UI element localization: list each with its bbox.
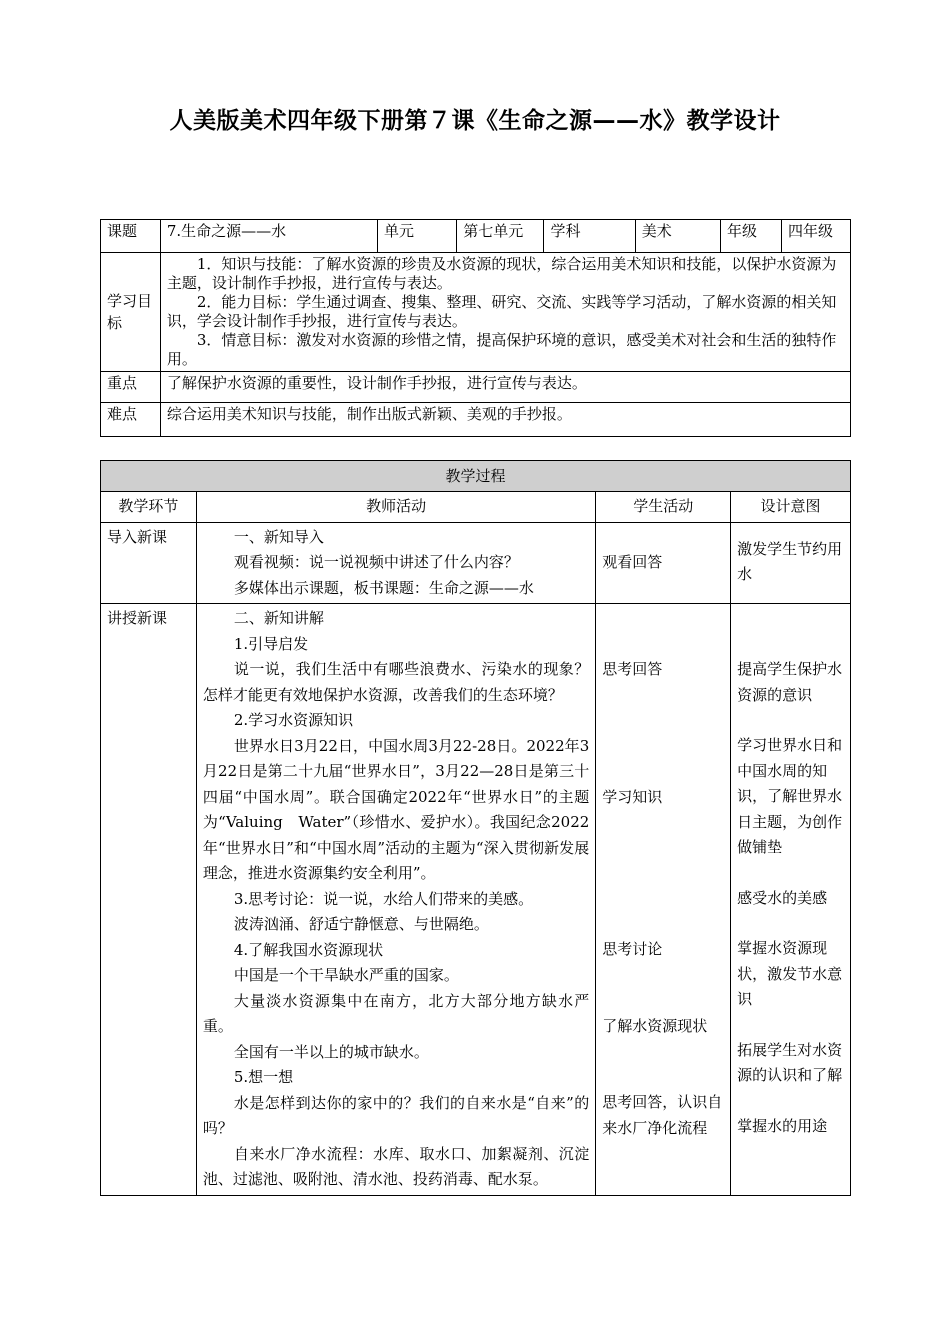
subject-label: 学科 [544,220,635,253]
key-value: 了解保护水资源的重要性，设计制作手抄报，进行宣传与表达。 [160,372,850,403]
text-line: 多媒体出示课题，板书课题：生命之源——水 [233,578,534,597]
text-line: 一、新知导入 [233,527,324,546]
stage-intro: 导入新课 [101,522,197,604]
unit-label: 单元 [378,220,457,253]
teacher-intro [196,522,595,604]
text-line: 大量淡水资源集中在南方，北方大部分地方缺水严重。 [202,991,590,1035]
text-line: 波涛汹涌、舒适宁静惬意、与世隔绝。 [233,915,489,933]
text-line: 全国有一半以上的城市缺水。 [233,1042,429,1061]
difficulty-value: 综合运用美术知识与技能，制作出版式新颖、美观的手抄报。 [160,403,850,437]
goal-3: 3．情意目标：激发对水资源的珍惜之情，提高保护环境的意识，感受美术对社会和生活的独特作用。 [166,331,837,368]
text-line: 思考回答，认识自来水厂净化流程 [602,1093,723,1137]
col-student: 学生活动 [596,492,731,523]
process-table [100,460,851,1196]
text-line: 学习世界水日和中国水周的知识，了解世界水日主题，为创作做铺垫 [737,736,843,856]
text-line: 5.想一想 [233,1068,294,1086]
goals-cell [160,253,850,372]
student-teach [596,604,731,1196]
text-line: 了解水资源现状 [602,1016,708,1035]
col-teacher: 教师活动 [196,492,595,523]
col-stage: 教学环节 [101,492,197,523]
text-line: 思考回答 [602,660,663,678]
text-line: 思考讨论 [602,940,663,958]
goals-label: 学习目标 [101,253,161,372]
text-line: 水是怎样到达你的家中的？我们的自来水是“自来”的吗？ [202,1093,590,1137]
text-line: 世界水日3月22日，中国水周3月22-28日。2022年3月22日是第二十九届“世界水日”，3月22—28日是第三十四届“中国水周”。联合国确定2022年“世界水日”的主题为“Valuing Water”（珍惜水、爱护水）。我国纪念2022年“世界水日”和“中国水周”活动的主题为“深入贯彻新发展理念，推进水资源集约安全利用”。 [202,736,590,882]
lesson-info-table [100,219,851,437]
text-line: 说一说，我们生活中有哪些浪费水、污染水的现象？怎样才能更有效地保护水资源，改善我们的生态环境？ [202,660,590,704]
unit-value: 第七单元 [457,220,544,253]
text-line: 1.引导启发 [233,634,309,653]
grade-value: 四年级 [781,220,850,253]
text-line: 学习知识 [602,787,663,806]
teacher-teach [196,604,595,1196]
text-line: 观看回答 [602,553,663,571]
text-line: 拓展学生对水资源的认识和了解 [737,1040,843,1084]
student-intro [596,522,731,604]
text-line: 自来水厂净水流程：水库、取水口、加絮凝剂、沉淀池、过滤池、吸附池、清水池、投药消毒、配水泵。 [202,1144,590,1188]
stage-teach: 讲授新课 [101,604,197,1196]
text-line: 掌握水的用途 [737,1116,828,1135]
text-line: 4.了解我国水资源现状 [233,940,384,959]
text-line: 中国是一个干旱缺水严重的国家。 [233,966,459,984]
col-intent: 设计意图 [731,492,851,523]
page-title: 人美版美术四年级下册第７课《生命之源——水》教学设计 [169,108,781,134]
text-line: 2.学习水资源知识 [233,711,354,729]
course-label: 课题 [101,220,161,253]
key-label: 重点 [101,372,161,403]
grade-label: 年级 [721,220,782,253]
process-header: 教学过程 [101,461,851,492]
text-line: 3.思考讨论：说一说，水给人们带来的美感。 [233,889,534,908]
subject-value: 美术 [635,220,720,253]
course-value: 7.生命之源——水 [160,220,377,253]
text-line: 提高学生保护水资源的意识 [737,660,843,704]
text-line: 二、新知讲解 [233,609,324,627]
text-line: 观看视频：说一说视频中讲述了什么内容？ [233,553,519,571]
goal-2: 2．能力目标：学生通过调查、搜集、整理、研究、交流、实践等学习活动，了解水资源的相关知识，学会设计制作手抄报，进行宣传与表达。 [166,293,837,330]
difficulty-label: 难点 [101,403,161,437]
intent-teach [731,604,851,1196]
goal-1: 1．知识与技能：了解水资源的珍贵及水资源的现状，综合运用美术知识和技能，以保护水资源为主题，设计制作手抄报，进行宣传与表达。 [166,255,837,292]
text-line: 激发学生节约用水 [737,539,843,583]
intent-intro [731,522,851,604]
text-line: 掌握水资源现状，激发节水意识 [737,939,843,1008]
text-line: 感受水的美感 [737,888,828,907]
